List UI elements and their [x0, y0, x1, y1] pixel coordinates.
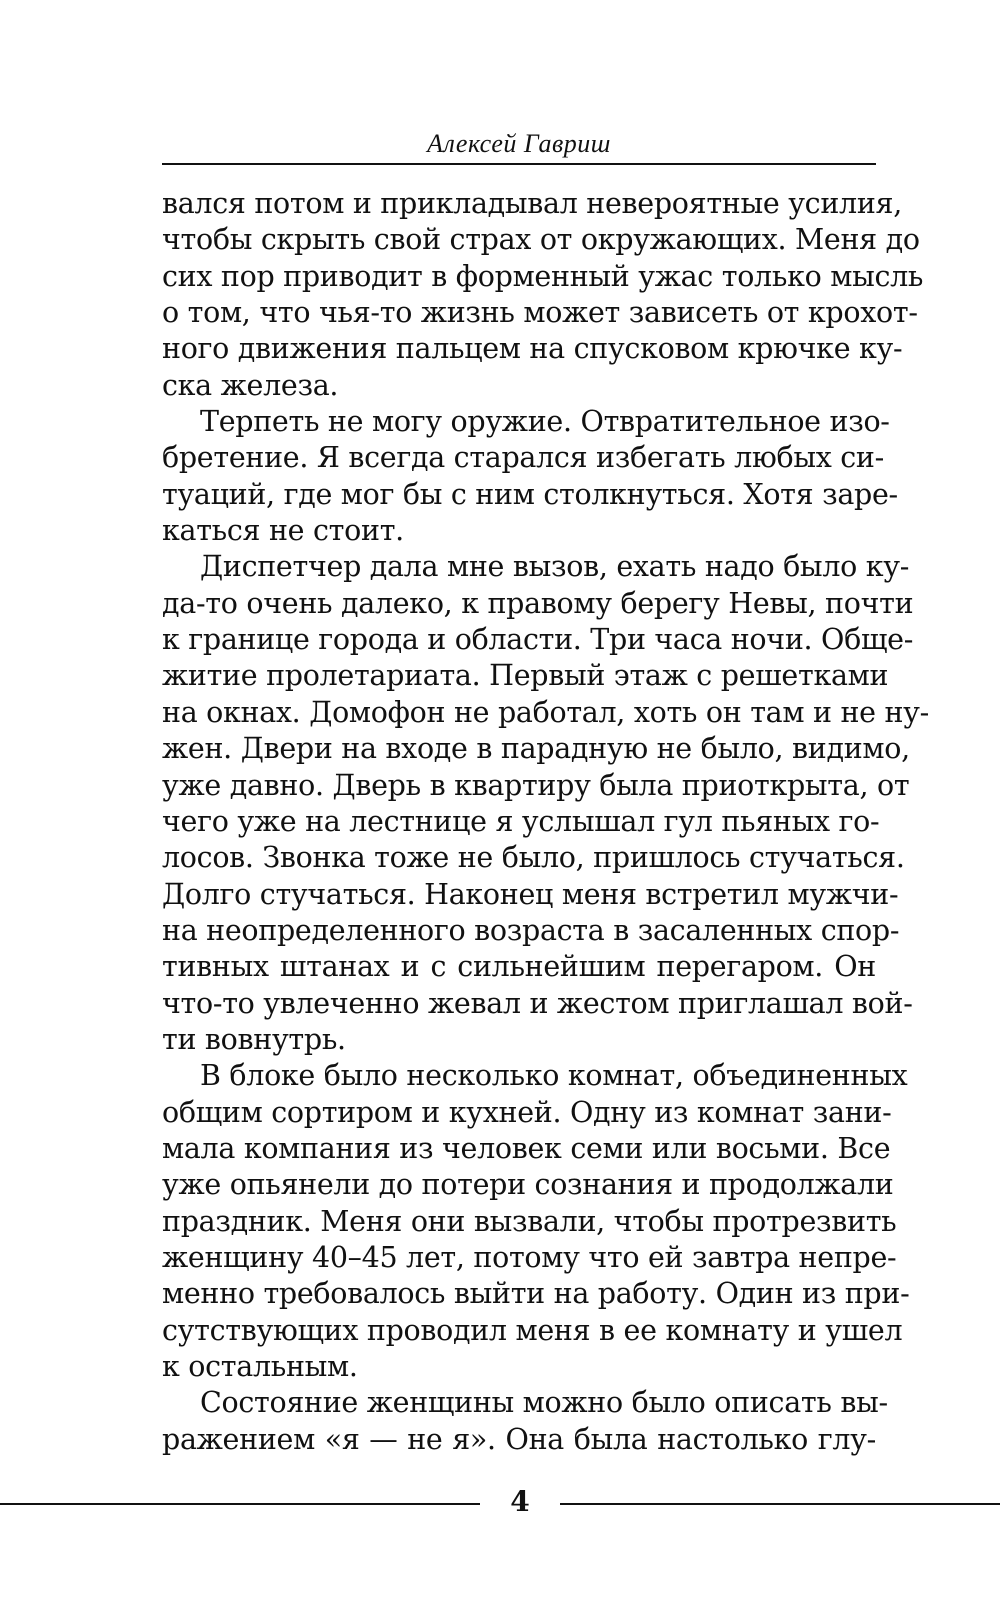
text-line: ражением «я — не я». Она была настолько глу- — [162, 1422, 876, 1456]
text-line: женщину 40–45 лет, потому что ей завтра непре- — [162, 1240, 897, 1274]
footer-rule-left — [0, 1503, 480, 1505]
text-line: ного движения пальцем на спусковом крючке ку- — [162, 332, 903, 366]
text-line: сих пор приводит в форменный ужас только мысль — [162, 259, 924, 293]
text-line: вался потом и прикладывал невероятные усилия, — [162, 187, 902, 220]
text-line: сутствующих проводил меня в ее комнату и ушел — [162, 1313, 903, 1347]
text-line: к остальным. — [162, 1350, 358, 1383]
header-rule — [162, 163, 876, 165]
text-line: Состояние женщины можно было описать вы- — [200, 1386, 888, 1420]
text-line: каться не стоит. — [162, 514, 404, 548]
text-line: житие пролетариата. Первый этаж с решетками — [162, 659, 889, 693]
text-line: тивных штанах и с сильнейшим перегаром. Он — [162, 950, 876, 984]
text-line: уже давно. Дверь в квартиру была приоткрыта, от — [162, 768, 910, 802]
text-line: Диспетчер дала мне вызов, ехать надо было ку- — [200, 550, 910, 584]
text-line: лосов. Звонка тоже не было, пришлось стучаться. — [162, 841, 905, 875]
text-line: да-то очень далеко, к правому берегу Невы, почти — [162, 586, 914, 620]
text-line: чтобы скрыть свой страх от окружающих. Меня до — [162, 223, 920, 257]
text-line: бретение. Я всегда старался избегать любых си- — [162, 441, 884, 475]
text-line: праздник. Меня они вызвали, чтобы протрезвить — [162, 1204, 897, 1238]
text-line: ти вовнутрь. — [162, 1022, 346, 1056]
text-line: общим сортиром и кухней. Одну из комнат зани- — [162, 1095, 892, 1129]
text-line: на неопределенного возраста в засаленных спор- — [162, 913, 900, 947]
text-line: В блоке было несколько комнат, объединенных — [200, 1059, 908, 1093]
text-line: чего уже на лестнице я услышал гул пьяных го- — [162, 804, 880, 838]
text-line: Терпеть не могу оружие. Отвратительное изо- — [200, 405, 890, 439]
text-line: уже опьянели до потери сознания и продолжали — [162, 1168, 894, 1202]
text-line: ска железа. — [162, 368, 339, 402]
text-line: Долго стучаться. Наконец меня встретил мужчи- — [162, 877, 899, 911]
text-line: мала компания из человек семи или восьми. Все — [162, 1131, 891, 1165]
text-line: о том, что чья-то жизнь может зависеть от крохот- — [162, 296, 918, 330]
running-head-author: Алексей Гавриш — [427, 129, 611, 158]
text-line: жен. Двери на входе в парадную не было, видимо, — [162, 732, 910, 766]
text-line: к границе города и области. Три часа ночи. Обще- — [162, 623, 914, 657]
text-line: что-то увлеченно жевал и жестом приглашал вой- — [162, 986, 913, 1020]
page-number: 4 — [510, 1485, 530, 1518]
text-line: на окнах. Домофон не работал, хоть он там и не ну- — [162, 695, 929, 729]
text-line: менно требовалось выйти на работу. Один из при- — [162, 1277, 910, 1311]
footer-rule-right — [560, 1503, 1000, 1505]
body-text — [162, 186, 929, 1458]
text-line: туаций, где мог бы с ним столкнуться. Хотя заре- — [162, 477, 898, 511]
